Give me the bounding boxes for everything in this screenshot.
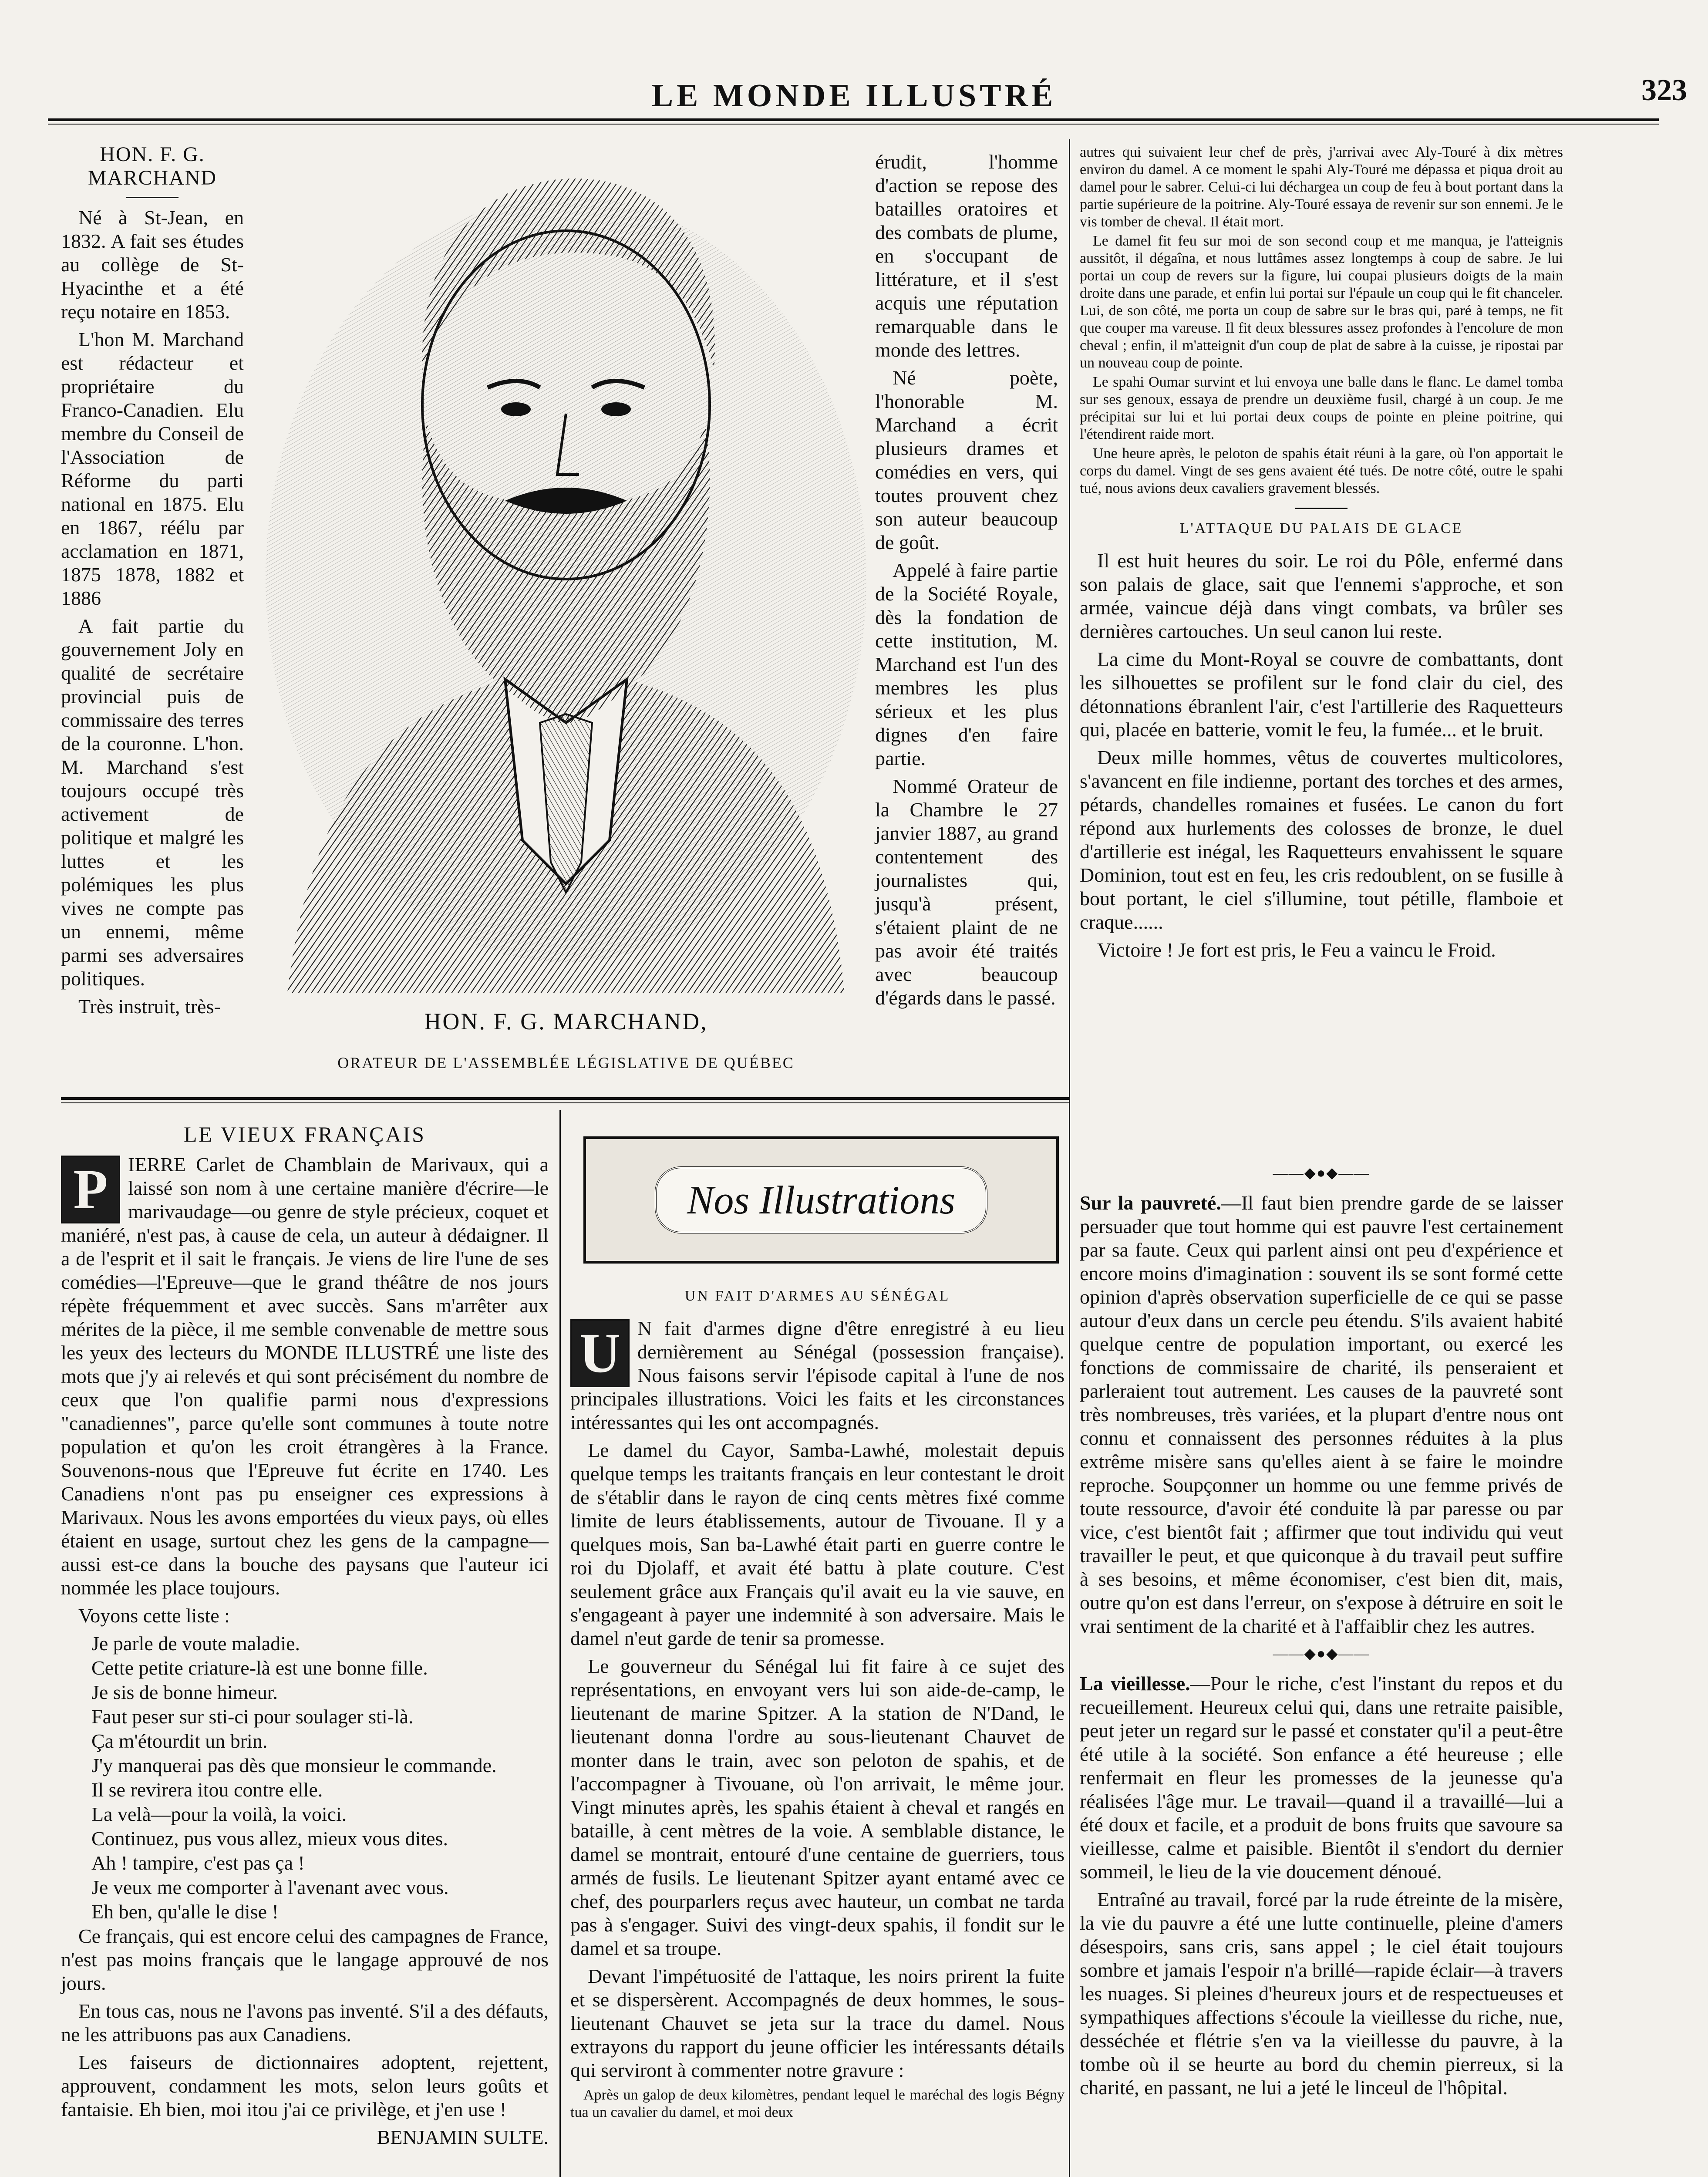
bio-paragraph: Appelé à faire partie de la Société Royale, dès la fondation de cette institution, M. Marchand est l'un des membres les plus sérieux et les plus dignes d'en faire partie. bbox=[875, 559, 1058, 769]
nos-illustrations-banner bbox=[583, 1136, 1059, 1264]
bio-paragraph: A fait partie du gouvernement Joly en qualité de secrétaire provincial puis de commissaire des terres de la couronne. L'hon. M. Marchand s'est toujours occupé très activement de politique et malgré les luttes et les polémiques les plus vives ne compte pas un ennemi, même parmi ses adversaires politiques. bbox=[61, 615, 244, 990]
ornament-separator: ——◆●◆—— bbox=[1273, 1646, 1370, 1662]
banner-title: Nos Illustrations bbox=[655, 1166, 987, 1233]
vieux-paragraph: Les faiseurs de dictionnaires adoptent, rejettent, approuvent, condamnent les mots, selon leurs goûts et fantaisie. Eh bien, moi itou j'ai ce privilège, et j'en use ! bbox=[61, 2051, 549, 2120]
illustrations-paragraph: Le damel du Cayor, Samba-Lawhé, molestait depuis quelque temps les traitants français en leur contestant le droit de s'établir dans le rayon de cinq cents mètres fixé comme limite de leurs établissements, autour de Tivouane. Il y a quelques mois, San ba-Lawhé était parti en guerre contre le roi du Djolaff, et avait été battu à plate couture. C'est seulement grâce aux Français qu'il avait eu la vie sauve, en s'engageant à payer une indemnité à son adversaire. Mais le damel n'eut garde de tenir sa promesse. bbox=[570, 1439, 1065, 1649]
vieux-paragraph: En tous cas, nous ne l'avons pas inventé. S'il a des défauts, ne les attribuons pas aux Canadiens. bbox=[61, 2000, 549, 2046]
expression-list bbox=[61, 1632, 549, 1924]
report-paragraph: Après un galop de deux kilomètres, pendant lequel le maréchal des logis Bégny tua un cavalier du damel, et moi deux bbox=[570, 2087, 1065, 2120]
attaque-paragraph: Deux mille hommes, vêtus de couvertes multicolores, s'avancent en file indienne, portant des torches et des armes, pétards, chandelles romaines et fusées. Le canon du fort répond aux hurlements des colosses de bronze, le duel d'artillerie est inégal, les Raquetteurs envahissent le square Dominion, tout est en feu, les cris redoublent, on se fusille à bout portant, le ciel s'illumine, tout pétille, flamboie et craque...... bbox=[1080, 746, 1563, 933]
report-paragraph: Le spahi Oumar survint et lui envoya une balle dans le flanc. Le damel tomba sur ses genoux, essaya de prendre un deuxième fusil, chargé à un coup. Je me précipitai sur lui et lui portai deux coups de pointe en pleine poitrine, qui l'étendirent raide mort. bbox=[1080, 374, 1563, 442]
expression-item: Je veux me comporter à l'avenant avec vous. bbox=[91, 1876, 449, 1898]
combat-report bbox=[1080, 144, 1563, 497]
section-rule-thin bbox=[61, 1102, 1069, 1103]
pauvrete-paragraph: Sur la pauvreté.—Il faut bien prendre garde de se laisser persuader que tout homme qui est pauvre l'est certainement par sa faute. Ceux qui parlent ainsi ont peu d'expérience et encore moins d'imagination : souvent ils se sont formé cette opinion d'après observation superficielle de ce qui se passe autour d'eux dans un cercle peu étendu. S'ils avaient habité quelque centre de population important, ou exercé les fonctions de commissaire de charité, ils penseraient et parleraient tout autrement. Les causes de la pauvreté sont très nombreuses, très variées, et la plupart d'entre nous ont connu et connaissent des personnes réduites à la plus extrême misère sans qu'elles aient à se faire le moindre reproche. Soupçonner un homme ou une femme privés de toute ressource, d'avoir été conduite là par paresse ou par vice, c'est bientôt fait ; affirmer que tout individu qui veut travailler le peut, et que quiconque à du travail peut suffire à ses besoins, et même économiser, c'est bien dit, mais, outre qu'on est dans l'erreur, on s'expose à détruire en soit le vrai sentiment de la charité et à l'affaiblir chez les autres. bbox=[1080, 1192, 1563, 1637]
column-rule bbox=[559, 1110, 561, 2177]
expression-item: Je parle de voute maladie. bbox=[91, 1632, 300, 1655]
dropcap-letter: U bbox=[570, 1319, 630, 1387]
report-excerpt bbox=[570, 2086, 1065, 2121]
page-number: 323 bbox=[1641, 74, 1687, 107]
vieux-heading: LE VIEUX FRANÇAIS bbox=[184, 1122, 426, 1146]
expression-item: Ça m'étourdit un brin. bbox=[91, 1730, 268, 1752]
portrait-caption-name: HON. F. G. MARCHAND, bbox=[424, 1008, 708, 1035]
illustrations-subheading: UN FAIT D'ARMES AU SÉNÉGAL bbox=[684, 1288, 950, 1304]
bio-paragraph: Très instruit, très- bbox=[78, 995, 221, 1018]
bio-paragraph: L'hon M. Marchand est rédacteur et propriétaire du Franco-Canadien. Elu membre du Conseil de l'Association de Réforme du parti national en 1875. Elu en 1867, réélu par acclamation en 1871, 1875 1878, 1882 et 1886 bbox=[61, 328, 244, 609]
vieux-lead: Voyons cette liste : bbox=[78, 1604, 230, 1627]
pauvrete-heading: Sur la pauvreté. bbox=[1080, 1192, 1221, 1214]
section-rule bbox=[61, 1097, 1069, 1100]
expression-item: Ah ! tampire, c'est pas ça ! bbox=[91, 1852, 305, 1874]
essays-column bbox=[1080, 1158, 1563, 2104]
attaque-paragraph: Victoire ! Je fort est pris, le Feu a vaincu le Froid. bbox=[1097, 939, 1496, 961]
vieillesse-paragraph: Entraîné au travail, forcé par la rude étreinte de la misère, la vie du pauvre a été une lutte continuelle, pleine d'amers désespoirs, sans cris, sans appel ; le ciel était toujours sombre et jamais l'espoir n'a brillé—rapide éclair—à travers les nuages. Si pleines d'heureux jours et de respectueuses et sympathiques affections s'écoule la vieillesse du riche, nue, desséchée et flétrie s'en va la vieillesse du pauvre, à la tombe où il se heurte au bord du chemin pierreux, si la charité, en passant, ne lui a jeté le linceul de l'hôpital. bbox=[1080, 1888, 1563, 2099]
attaque-paragraph: Il est huit heures du soir. Le roi du Pôle, enfermé dans son palais de glace, sait que l'ennemi s'approche, et son armée, vaincue déjà dans vingt combats, va brûler ses dernières cartouches. Un seul canon lui reste. bbox=[1080, 549, 1563, 642]
masthead-title: LE MONDE ILLUSTRÉ bbox=[651, 78, 1057, 114]
illustrations-column bbox=[570, 1280, 1065, 2123]
expression-item: Faut peser sur sti-ci pour soulager sti-là. bbox=[91, 1705, 414, 1728]
vieux-intro: P IERRE Carlet de Chamblain de Marivaux, qui a laissé son nom à une certaine manière d'écrire—le marivaudage—ou genre de style précieux, coquet et maniéré, n'est pas, à cause de cela, un auteur à dédaigner. Il a de l'esprit et il sait le français. Je viens de lire l'une de ses comédies—l'Epreuve—que le grand théâtre de nos jours répète fréquemment et avec succès. Sans m'arrêter aux mérites de la pièce, il me semble convenable de mettre sous les yeux des lecteurs du MONDE ILLUSTRÉ une liste des mots que j'y ai relevés et qui sont précisément du nombre de ceux que l'on qualifie parmi nous d'expressions "canadiennes", parce qu'elle sont communes à toute notre population et qu'on les croit étrangères à la France. Souvenons-nous que l'Epreuve fut écrite en 1740. Les Canadiens n'ont pas pu enseigner ces expressions à Marivaux. Nous les avons emportées du vieux pays, où elles étaient en usage, surtout chez les gens de la campagne—aussi est-ce dans la bouche des paysans que l'auteur ici nommée les place toujours. bbox=[61, 1153, 549, 1599]
bio-paragraph: érudit, l'homme d'action se repose des batailles oratoires et des combats de plume, en s'occupant de littérature, et il s'est acquis une réputation remarquable dans le monde des lettres. bbox=[875, 151, 1058, 361]
ornament-separator: ——◆●◆—— bbox=[1273, 1165, 1370, 1181]
combat-report-column bbox=[1080, 144, 1563, 966]
portrait-caption-subtitle: ORATEUR DE L'ASSEMBLÉE LÉGISLATIVE DE QUÉBEC bbox=[337, 1054, 795, 1072]
bio-paragraph: Né à St-Jean, en 1832. A fait ses études au collège de St-Hyacinthe et a été reçu notaire en 1853. bbox=[61, 206, 244, 323]
report-paragraph: Le damel fit feu sur moi de son second coup et me manqua, je l'atteignis aussitôt, il dégaîna, et nous luttâmes assez longtemps à coup de sabre. Je lui portai un coup de revers sur la figure, lui coupai plusieurs doigts de la main droite dans une parade, et enfin lui portai sur l'épaule un coup qui le fit chanceler. Lui, de son côté, me porta un coup de sabre sur le bras qui, paré à temps, ne fit que couper ma vareuse. Il fit deux blessures assez profondes à l'encolure de mon cheval ; enfin, il m'atteignit d'un coup de plat de sabre à la cuisse, je ripostai par un nouveau coup de pointe. bbox=[1080, 233, 1563, 371]
bio-separator bbox=[126, 197, 179, 198]
report-paragraph: Une heure après, le peloton de spahis était réuni à la gare, où l'on apportait le corps du damel. Vingt de ses gens avaient été tués. De notre côté, outre le spahi tué, nous avions deux cavaliers gravement blessés. bbox=[1080, 445, 1563, 496]
illustrations-paragraph: Le gouverneur du Sénégal lui fit faire à ce sujet des représentations, en envoyant vers lui son aide-de-camp, le lieutenant de marine Spitzer. A la station de N'Dand, le lieutenant donna l'ordre au sous-lieutenant Chauvet de monter dans le train, avec son peloton de spahis, et de l'accompagner à Tivouane, où l'on arrivait, le même jour. Vingt minutes après, les spahis étaient à cheval et rangés en bataille, à cent mètres de la voie. A semblable distance, le damel se montrait, entouré d'une centaine de guerriers, tous armés de fusils. Le lieutenant Spitzer ayant entamé avec ce chef, des pourparlers reçus avec hauteur, un combat ne tarda pas à s'engager. Suivi des vingt-deux spahis, il fondit sur le damel et sa troupe. bbox=[570, 1655, 1065, 1959]
vieillesse-heading: La vieillesse. bbox=[1080, 1672, 1190, 1695]
portrait-engraving bbox=[261, 144, 871, 993]
expression-item: Cette petite criature-là est une bonne fille. bbox=[91, 1657, 428, 1679]
illustrations-paragraph: Devant l'impétuosité de l'attaque, les noirs prirent la fuite et se dispersèrent. Accompagnés de deux hommes, le sous-lieutenant Chauvet se jeta sur la trace du damel. Nous extrayons du rapport du jeune officier les intéressants détails qui serviront à commenter notre gravure : bbox=[570, 1965, 1065, 2081]
expression-item: Eh ben, qu'alle le dise ! bbox=[91, 1901, 279, 1923]
expression-item: J'y manquerai pas dès que monsieur le commande. bbox=[91, 1754, 497, 1776]
column-rule bbox=[1069, 139, 1070, 2177]
signature: BENJAMIN SULTE. bbox=[377, 2126, 549, 2148]
attaque-paragraph: La cime du Mont-Royal se couvre de combattants, dont les silhouettes se profilent sur le fond clair du ciel, des détonnations ébranlent l'air, c'est l'artillerie des Raquetteurs qui, placée en batterie, vomit le feu, la fumée... et le bruit. bbox=[1080, 648, 1563, 741]
bio-heading: HON. F. G. MARCHAND bbox=[88, 143, 217, 189]
illustrations-intro: U N fait d'armes digne d'être enregistré à eu lieu dernièrement au Sénégal (possession française). Nous faisons servir l'épisode capital à l'une de nos principales illustrations. Voici les faits et les circonstances intéressantes qui les ont accompagnés. bbox=[570, 1317, 1065, 1433]
attaque-heading: L'ATTAQUE DU PALAIS DE GLACE bbox=[1179, 520, 1463, 536]
header-rule-thin bbox=[48, 124, 1659, 125]
header-rule bbox=[48, 118, 1659, 121]
expression-item: La velà—pour la voilà, la voici. bbox=[91, 1803, 347, 1825]
vieux-francais-column bbox=[61, 1119, 549, 2149]
bio-paragraph: Nommé Orateur de la Chambre le 27 janvier 1887, au grand contentement des journalistes qui, jusqu'à présent, s'étaient plaint de ne pas avoir été traités avec beaucoup d'égards dans le passé. bbox=[875, 775, 1058, 1009]
dropcap-letter: P bbox=[61, 1156, 120, 1223]
bio-column bbox=[61, 139, 244, 1023]
bio-continued-column bbox=[875, 150, 1058, 1014]
expression-item: Continuez, pus vous allez, mieux vous dites. bbox=[91, 1827, 448, 1850]
vieillesse-paragraph: La vieillesse.—Pour le riche, c'est l'instant du repos et du recueillement. Heureux celui qui, dans une retraite paisible, peut jeter un regard sur le passé et constater qu'il a peut-être été utile à la société. Son enfance a été heureuse ; elle renfermait en fleur les promesses de la jeunesse qu'a réalisées l'âge mur. Le travail—quand il a travaillé—lui a été doux et facile, et a produit de bons fruits que savoure sa vieillesse, calme et paisible. Bientôt il s'endort du dernier sommeil, le lieu de la vie doucement dénoué. bbox=[1080, 1672, 1563, 1883]
bio-paragraph: Né poète, l'honorable M. Marchand a écrit plusieurs drames et comédies en vers, qui toutes prouvent chez son auteur beaucoup de goût. bbox=[875, 367, 1058, 553]
section-separator bbox=[1295, 508, 1348, 509]
vieux-paragraph: Ce français, qui est encore celui des campagnes de France, n'est pas moins français que le langage approuvé de nos jours. bbox=[61, 1925, 549, 1994]
expression-item: Il se revirera itou contre elle. bbox=[91, 1779, 323, 1801]
report-paragraph: autres qui suivaient leur chef de près, j'arrivai avec Aly-Touré à dix mètres environ du damel. A ce moment le spahi Aly-Touré me dépassa et piqua droit au damel pour le sabrer. Celui-ci lui déchargea un coup de feu à bout portant dans la partie supérieure de la poitrine. Aly-Touré essaya de revenir sur son ennemi. Je le vis tomber de cheval. Il était mort. bbox=[1080, 144, 1563, 230]
expression-item: Je sis de bonne himeur. bbox=[91, 1681, 278, 1703]
